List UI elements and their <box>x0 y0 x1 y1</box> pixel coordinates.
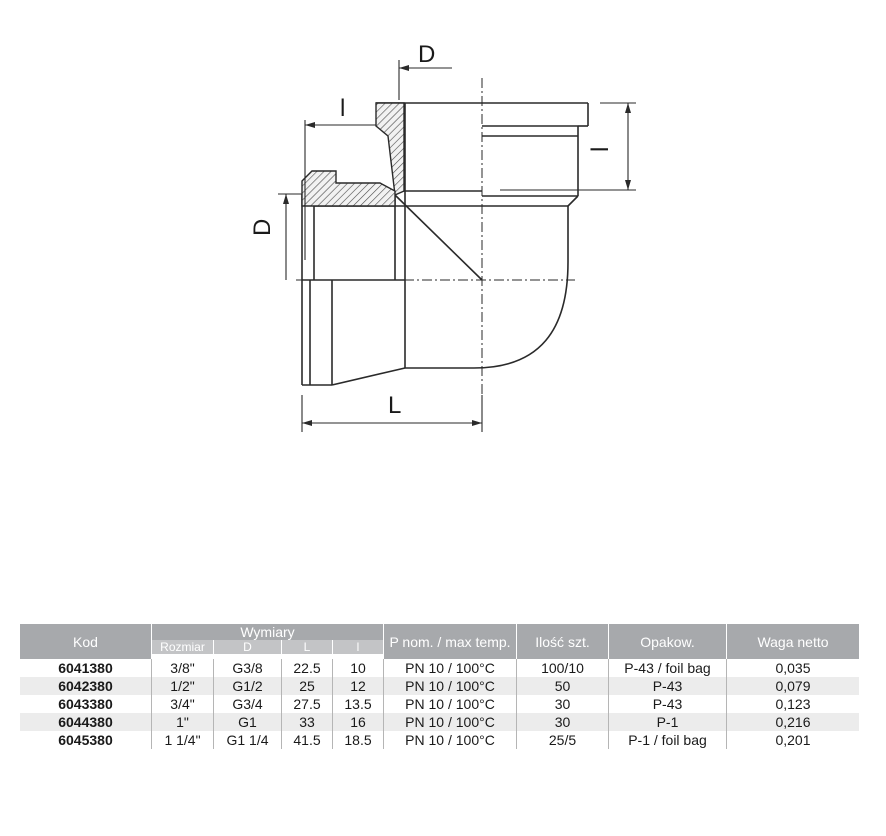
cell-rozmiar: 3/8" <box>152 659 214 677</box>
cell-qty: 25/5 <box>517 731 609 749</box>
cell-weight: 0,035 <box>775 660 811 676</box>
cell-d: G1 1/4 <box>214 731 282 749</box>
cell-kod: 6043380 <box>20 695 152 713</box>
cell-qty: 100/10 <box>517 659 609 677</box>
section-hatch-left <box>302 171 395 206</box>
cell-d: G1 <box>214 713 282 731</box>
cell-l-small: 10 <box>333 659 384 677</box>
header-wymiary-sub <box>152 640 384 654</box>
cell-rozmiar: 1 1/4" <box>152 731 214 749</box>
cell-rozmiar: 1" <box>152 713 214 731</box>
fitting-body <box>302 103 588 385</box>
section-hatch-top <box>376 103 404 195</box>
cell-l-big: 22.5 <box>282 659 333 677</box>
cell-l-big: 33 <box>282 713 333 731</box>
cell-pressure: PN 10 / 100°C <box>384 731 517 749</box>
cell-kod: 6044380 <box>20 713 152 731</box>
cell-l-big: 25 <box>282 677 333 695</box>
cell-pressure: PN 10 / 100°C <box>384 713 517 731</box>
dimension-arrows <box>283 65 631 426</box>
table-row <box>20 731 859 749</box>
cell-l-small: 18.5 <box>333 731 384 749</box>
cell-kod: 6045380 <box>20 731 152 749</box>
header-rozmiar: Rozmiar <box>152 640 214 654</box>
cell-kod: 6041380 <box>20 659 152 677</box>
cell-l-small: 16 <box>333 713 384 731</box>
dim-label-l-right: l <box>587 146 614 152</box>
cell-pack: P-43 / foil bag <box>609 659 727 677</box>
dim-label-l-top: l <box>340 95 346 122</box>
header-weight: Waga netto <box>727 624 859 659</box>
spec-table <box>20 624 859 749</box>
header-l-big: L <box>282 640 333 654</box>
cell-pack: P-43 <box>609 695 727 713</box>
header-pressure: P nom. / max temp. <box>384 624 517 659</box>
table-row <box>20 659 859 677</box>
cell-weight: 0,201 <box>775 732 811 748</box>
cell-qty: 30 <box>517 713 609 731</box>
cell-kod: 6042380 <box>20 677 152 695</box>
cell-qty: 50 <box>517 677 609 695</box>
cell-weight: 0,079 <box>775 678 811 694</box>
cell-pressure: PN 10 / 100°C <box>384 695 517 713</box>
cell-d: G3/8 <box>214 659 282 677</box>
cell-l-big: 41.5 <box>282 731 333 749</box>
cell-qty: 30 <box>517 695 609 713</box>
cell-l-big: 27.5 <box>282 695 333 713</box>
cell-pack: P-1 <box>609 713 727 731</box>
dim-label-length: L <box>388 392 402 419</box>
cell-rozmiar: 1/2" <box>152 677 214 695</box>
dim-label-d-left: D <box>249 218 276 236</box>
center-lines <box>296 78 575 430</box>
cell-pack: P-1 / foil bag <box>609 731 727 749</box>
cell-d: G1/2 <box>214 677 282 695</box>
cell-rozmiar: 3/4" <box>152 695 214 713</box>
header-kod: Kod <box>20 624 152 659</box>
table-row <box>20 713 859 731</box>
cell-l-small: 13.5 <box>333 695 384 713</box>
header-l-small: l <box>333 640 384 654</box>
table-row <box>20 677 859 695</box>
cell-pack: P-43 <box>609 677 727 695</box>
table-row <box>20 695 859 713</box>
header-wymiary-group <box>152 624 384 654</box>
header-pack: Opakow. <box>609 624 727 659</box>
cell-pressure: PN 10 / 100°C <box>384 677 517 695</box>
header-wymiary: Wymiary <box>152 624 384 640</box>
cell-weight: 0,123 <box>775 696 811 712</box>
dim-label-d-top: D <box>418 41 436 68</box>
cell-d: G3/4 <box>214 695 282 713</box>
header-d: D <box>214 640 282 654</box>
cell-weight: 0,216 <box>775 714 811 730</box>
header-qty: Ilość szt. <box>517 624 609 659</box>
cell-pressure: PN 10 / 100°C <box>384 659 517 677</box>
cell-l-small: 12 <box>333 677 384 695</box>
table-header-row <box>20 624 859 654</box>
